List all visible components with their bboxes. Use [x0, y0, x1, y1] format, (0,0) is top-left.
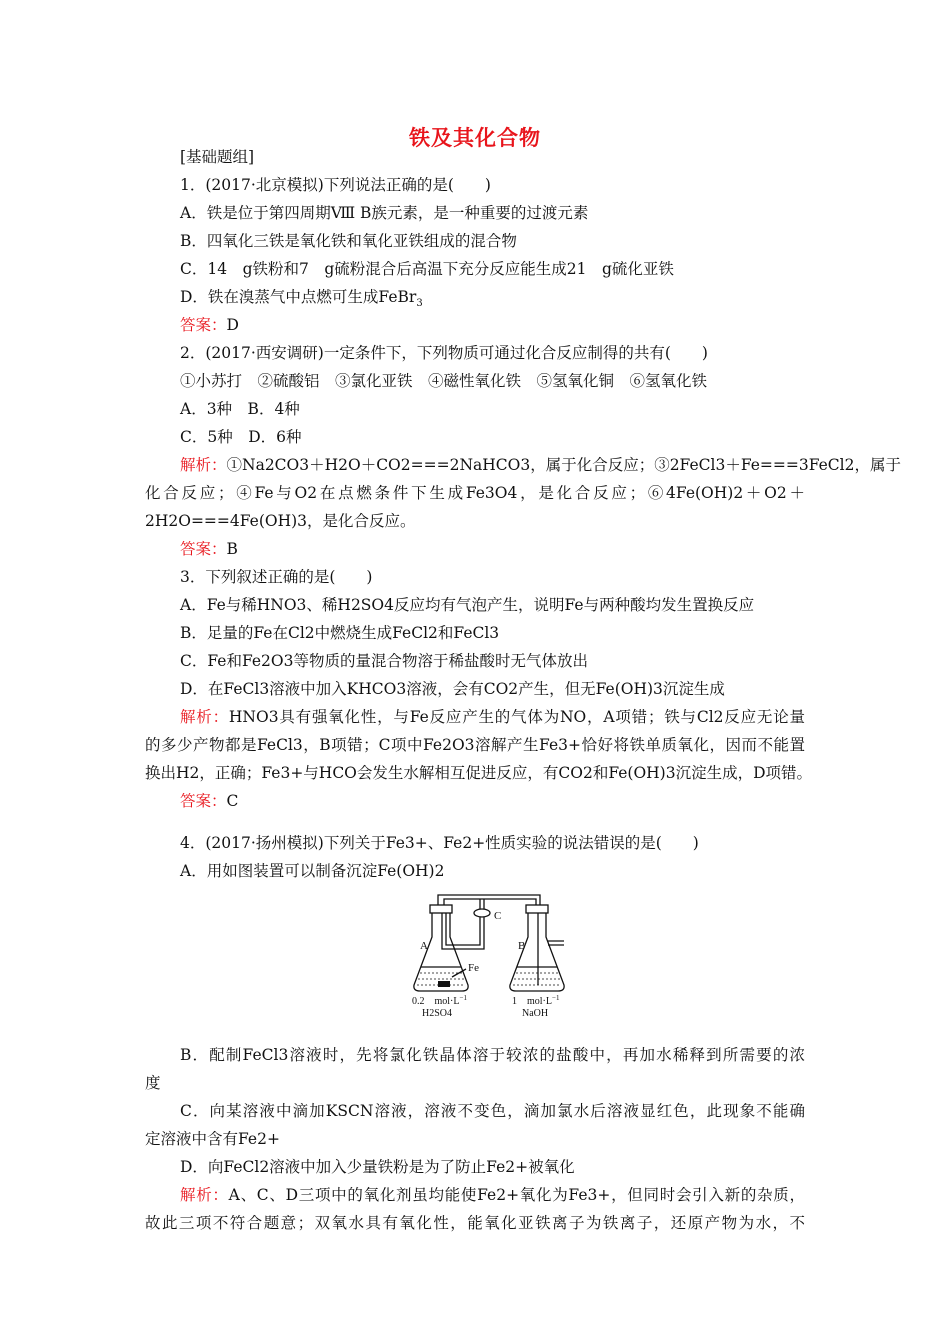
q3-answer-label: 答案：	[180, 792, 227, 810]
q3-option-a: A．Fe与稀HNO3、稀H2SO4反应均有气泡产生，说明Fe与两种酸均发生置换反应	[180, 596, 755, 614]
q1-stem: 1．(2017·北京模拟)下列说法正确的是( )	[180, 176, 491, 194]
clamp-c	[474, 909, 490, 917]
page-title: 铁及其化合物	[409, 125, 541, 150]
left-chemical: H2SO4	[422, 1008, 453, 1019]
q2-explanation-line1	[180, 454, 901, 476]
label-fe: Fe	[468, 962, 479, 974]
tube-a-long	[438, 895, 540, 907]
q4-option-d: D．向FeCl2溶液中加入少量铁粉是为了防止Fe2+被氧化	[180, 1158, 575, 1176]
right-chemical: NaOH	[522, 1008, 549, 1019]
q4-stem: 4．(2017·扬州模拟)下列关于Fe3+、Fe2+性质实验的说法错误的是( )	[180, 834, 699, 852]
q3-explanation-line2: 的多少产物都是FeCl3，B项错；C项中Fe2O3溶解产生Fe3+恰好将铁单质氧化，因而不能置	[145, 736, 805, 754]
q3-answer-value: C	[226, 792, 239, 810]
q2-answer-label: 答案：	[180, 540, 227, 558]
q3-option-d: D．在FeCl3溶液中加入KHCO3溶液，会有CO2产生，但无Fe(OH)3沉淀生成	[180, 680, 725, 698]
q1-answer-value: D	[226, 316, 239, 334]
q2-explanation-text1: ①Na2CO3＋H2O＋CO2===2NaHCO3，属于化合反应；③2FeCl3＋Fe===3FeCl2，属于	[226, 456, 901, 474]
q1-option-d-sub: 3	[416, 298, 423, 310]
q3-stem: 3．下列叙述正确的是( )	[180, 568, 373, 586]
q3-explanation-label: 解析：	[180, 708, 229, 726]
q4-option-c-line1: C．向某溶液中滴加KSCN溶液，溶液不变色，滴加氯水后溶液显红色，此现象不能确	[180, 1102, 805, 1120]
q2-items: ①小苏打 ②硫酸铝 ③氯化亚铁 ④磁性氧化铁 ⑤氢氧化铜 ⑥氢氧化铁	[180, 372, 708, 390]
q1-option-d-text: D．铁在溴蒸气中点燃可生成FeBr	[180, 288, 417, 306]
q2-stem: 2．(2017·西安调研)一定条件下，下列物质可通过化合反应制得的共有( )	[180, 344, 708, 362]
q2-answer-value: B	[226, 540, 238, 558]
q1-answer	[180, 314, 239, 336]
q4-option-b-line2: 度	[145, 1074, 161, 1092]
q3-option-c: C．Fe和Fe2O3等物质的量混合物溶于稀盐酸时无气体放出	[180, 652, 588, 670]
stopper-a	[430, 905, 452, 913]
q3-option-b: B．足量的Fe在Cl2中燃烧生成FeCl2和FeCl3	[180, 624, 500, 642]
q2-answer	[180, 538, 238, 560]
label-b: B	[518, 940, 526, 952]
q2-options-cd: C．5种 D．6种	[180, 428, 302, 446]
q1-option-a: A．铁是位于第四周期Ⅷ B族元素，是一种重要的过渡元素	[180, 204, 589, 222]
q2-explanation-line3: 2H2O===4Fe(OH)3，是化合反应。	[145, 512, 416, 530]
q4-explanation-label: 解析：	[180, 1186, 229, 1204]
q4-option-b-line1: B．配制FeCl3溶液时，先将氯化铁晶体溶于较浓的盐酸中，再加水稀释到所需要的浓	[180, 1046, 805, 1064]
q4-explanation-line2: 故此三项不符合题意；双氧水具有氧化性，能氧化亚铁离子为铁离子，还原产物为水，不	[145, 1214, 805, 1232]
left-concentration: 0.2 $mol\cdot L^{-1}$	[412, 994, 467, 1007]
q1-option-d	[180, 286, 423, 308]
right-concentration: 1 $mol\cdot L^{-1}$	[512, 994, 560, 1007]
q3-explanation-line3: 换出H2，正确；Fe3+与HCO会发生水解相互促进反应，有CO2和Fe(OH)3沉淀生成，D项错。	[145, 764, 813, 782]
label-a: A	[420, 940, 428, 952]
q4-option-a: A．用如图装置可以制备沉淀Fe(OH)2	[180, 862, 445, 880]
q3-answer	[180, 790, 238, 812]
q3-explanation-text1: HNO3具有强氧化性，与Fe反应产生的气体为NO，A项错；铁与Cl2反应无论量	[228, 708, 805, 726]
q4-explanation-line1	[180, 1184, 805, 1206]
apparatus-diagram	[408, 889, 578, 1019]
q4-explanation-text1: A、C、D三项中的氧化剂虽均能使Fe2+氧化为Fe3+，但同时会引入新的杂质，	[228, 1186, 805, 1204]
iron-block	[438, 981, 450, 987]
stopper-b	[526, 905, 548, 913]
q1-option-c: C．14 g铁粉和7 g硫粉混合后高温下充分反应能生成21 g硫化亚铁	[180, 260, 674, 278]
q4-option-c-line2: 定溶液中含有Fe2+	[145, 1130, 280, 1148]
label-c: C	[494, 910, 502, 922]
q3-explanation-line1	[180, 706, 805, 728]
q1-answer-label: 答案：	[180, 316, 227, 334]
q2-explanation-label: 解析：	[180, 456, 227, 474]
q2-explanation-line2: 化合反应；④Fe与O2在点燃条件下生成Fe3O4，是化合反应；⑥4Fe(OH)2＋O2＋	[145, 484, 805, 502]
q1-option-b: B．四氧化三铁是氧化铁和氧化亚铁组成的混合物	[180, 232, 517, 250]
section-heading: [基础题组]	[180, 148, 255, 166]
q2-options-ab: A．3种 B．4种	[180, 400, 300, 418]
